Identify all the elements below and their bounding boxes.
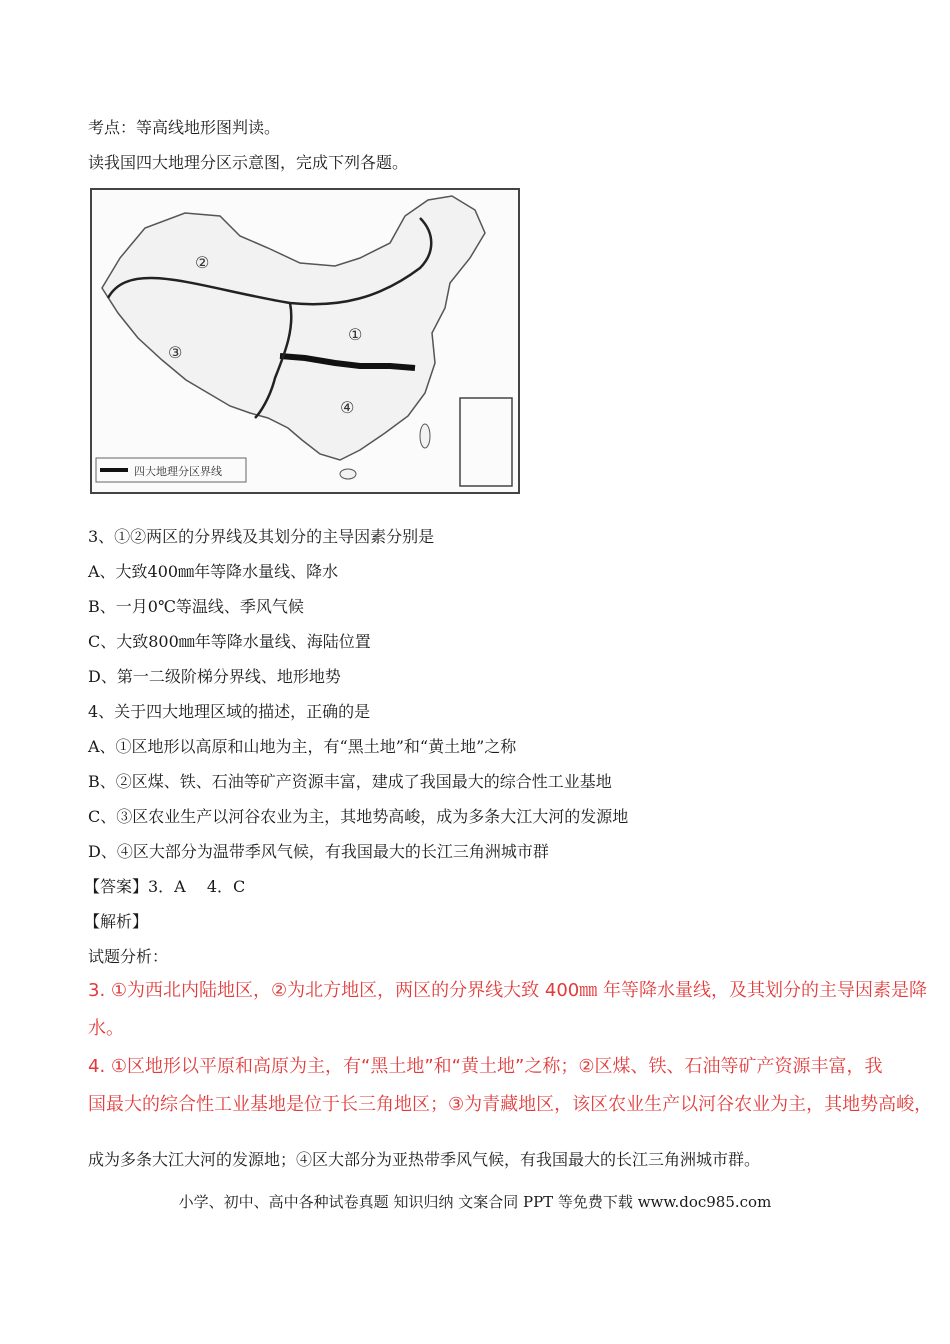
shiti-label: 试题分析：: [88, 947, 169, 966]
analysis-4-line3: 成为多条大江大河的发源地；④区大部分为亚热带季风气候，有我国最大的长江三角洲城市群。: [88, 1150, 761, 1169]
q3-option-b: B、一月0℃等温线、季风气候: [88, 597, 304, 616]
china-region-map: [90, 188, 520, 494]
analysis-3-line1: 3. ①为西北内陆地区，②为北方地区，两区的分界线大致 400㎜ 年等降水量线，及其划分的主导因素是降: [88, 980, 927, 1001]
q4-option-a: A、①区地形以高原和山地为主，有“黑土地”和“黄土地”之称: [88, 737, 517, 756]
analysis-4-line1: 4. ①区地形以平原和高原为主，有“黑土地”和“黄土地”之称；②区煤、铁、石油等矿产资源丰富，我: [88, 1056, 883, 1077]
q4-option-c: C、③区农业生产以河谷农业为主，其地势高峻，成为多条大江大河的发源地: [88, 807, 629, 826]
jiexi-label: 【解析】: [84, 912, 149, 931]
taiwan-island: [420, 424, 430, 448]
analysis-3-line2: 水。: [88, 1018, 124, 1039]
q3-option-c: C、大致800㎜年等降水量线、海陆位置: [88, 632, 371, 651]
q3-stem: 3、①②两区的分界线及其划分的主导因素分别是: [88, 527, 435, 546]
q3-option-a: A、大致400㎜年等降水量线、降水: [88, 562, 339, 581]
page-footer: 小学、初中、高中各种试卷真题 知识归纳 文案合同 PPT 等免费下载 www.doc985.com: [178, 1193, 772, 1211]
hainan-island: [340, 469, 356, 479]
q3-option-d: D、第一二级阶梯分界线、地形地势: [88, 667, 341, 686]
region-label-2: ②: [195, 253, 210, 272]
region-label-1: ①: [348, 325, 363, 344]
answer-line: 【答案】3．A 4．C: [84, 877, 246, 896]
south-china-sea-inset: [460, 398, 512, 486]
q4-option-d: D、④区大部分为温带季风气候，有我国最大的长江三角洲城市群: [88, 842, 549, 861]
q4-option-b: B、②区煤、铁、石油等矿产资源丰富，建成了我国最大的综合性工业基地: [88, 772, 612, 791]
intro-line: 读我国四大地理分区示意图，完成下列各题。: [88, 153, 409, 172]
kaodian-line: 考点：等高线地形图判读。: [88, 118, 281, 137]
q4-stem: 4、关于四大地理区域的描述，正确的是: [88, 702, 371, 721]
legend-label: 四大地理分区界线: [134, 465, 222, 478]
analysis-4-line2: 国最大的综合性工业基地是位于长三角地区；③为青藏地区，该区农业生产以河谷农业为主，其地势高峻，: [88, 1094, 933, 1115]
region-label-3: ③: [168, 343, 183, 362]
region-label-4: ④: [340, 398, 355, 417]
